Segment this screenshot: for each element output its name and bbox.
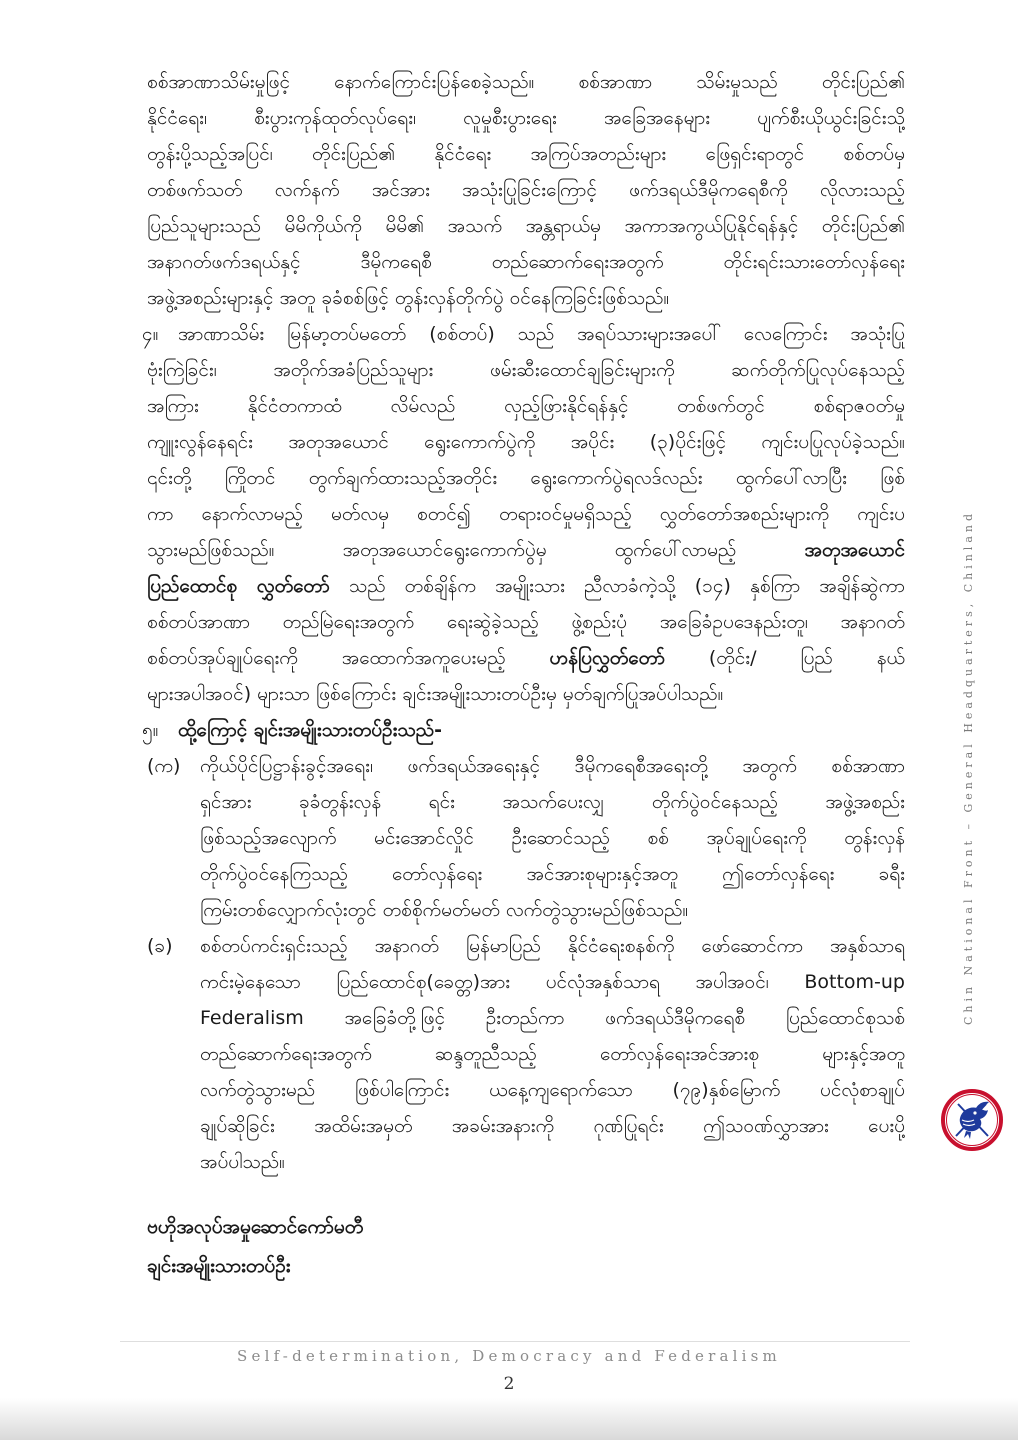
- paragraph-line: စစ်အာဏာသိမ်းမှုဖြင့် နောက်ကြောင်းပြန်စေခဲ့သည်။ စစ်အာဏာ သိမ်းမှုသည် တိုင်းပြည်၏: [147, 71, 905, 93]
- sub-item-line: [147, 820, 905, 856]
- sub-item-line-text: ကြမ်းတစ်လျှောက်လုံးတွင် တစ်စိုက်မတ်မတ် လက်တွဲသွားမည်ဖြစ်သည်။: [200, 899, 689, 921]
- line-segment: သွားမည်ဖြစ်သည်။ အတုအယောင်ရွေးကောက်ပွဲမှ ထွက်ပေါ်လာမည့်: [147, 539, 737, 561]
- signature-block: [147, 1209, 647, 1287]
- footer-motto: Self-determination, Democracy and Federalism: [237, 1347, 781, 1365]
- sub-item-line: [147, 964, 905, 1000]
- sub-item-line: [147, 1108, 905, 1144]
- sub-item-line-text: ကင်းမဲ့နေသော ပြည်ထောင်စု(ခေတ္တ)အား ပင်လုံအနှစ်သာရ အပါအဝင်၊ Bottom-up: [200, 971, 905, 993]
- paragraph-line: ပြည်သူများသည် မိမိကိုယ်ကို မိမိ၏ အသက် အန္တရာယ်မှ အကာအကွယ်ပြုနိုင်ရန်နှင့် တိုင်းပြည်၏: [147, 215, 905, 237]
- sub-item-kha: [147, 928, 905, 1180]
- paragraph-line: အနာဂတ်ဖက်ဒရယ်နှင့် ဒီမိုကရေစီ တည်ဆောက်ရေးအတွက် တိုင်းရင်းသားတော်လှန်ရေး: [147, 251, 905, 273]
- bold-term-fake-union-assembly: ပြည်ထောင်စု လွှတ်တော်: [147, 575, 330, 597]
- sub-item-line: [147, 1000, 905, 1036]
- paragraph-line: ၎င်းတို့ ကြိုတင် တွက်ချက်ထားသည့်အတိုင်း ရွေးကောက်ပွဲရလဒ်လည်း ထွက်ပေါ်လာပြီး ဖြစ်: [147, 467, 905, 489]
- line-segment: (တိုင်း/ ပြည် နယ်: [708, 647, 905, 669]
- bold-term-fake: အတုအယောင်: [804, 539, 905, 561]
- paragraph-line: နိုင်ငံရေး၊ စီးပွားကုန်ထုတ်လုပ်ရေး၊ လူမှုစီးပွားရေး အခြေအနေများ ပျက်စီးယိုယွင်းခြင်းသို့: [147, 107, 905, 129]
- sub-item-line-text: တည်ဆောက်ရေးအတွက် ဆန္ဒတူညီသည့် တော်လှန်ရေးအင်အားစု များနှင့်အတူ: [200, 1043, 905, 1065]
- paragraph-line-text: အာဏာသိမ်း မြန်မာ့တပ်မတော် (စစ်တပ်) သည် အရပ်သားများအပေါ် လေကြောင်း အသုံးပြု: [178, 323, 905, 345]
- paragraph-line: စစ်တပ်အာဏာ တည်မြဲရေးအတွက် ရေးဆွဲခဲ့သည့် ဖွဲ့စည်းပုံ အခြေခံဥပဒေနည်းတူ၊ အနာဂတ်: [147, 611, 905, 633]
- sub-item-ka: [147, 748, 905, 928]
- paragraph-line: [147, 640, 905, 676]
- line-segment: သည် တစ်ချိန်က အမျိုးသား ညီလာခံကဲ့သို့ (၁၄) နှစ်ကြာ အချိန်ဆွဲကာ: [348, 575, 905, 597]
- sub-item-line-text: ရှင်အား ခုခံတွန်းလှန် ရင်း အသက်ပေးလျှ တိုက်ပွဲဝင်နေသည့် အဖွဲ့အစည်း: [200, 791, 905, 813]
- paragraph-heading: ထို့ကြောင့် ချင်းအမျိုးသားတပ်ဦးသည်-: [178, 719, 443, 741]
- paragraph-line: အဖွဲ့အစည်းများနှင့် အတူ ခုခံစစ်ဖြင့် တွန်းလှန်တိုက်ပွဲ ဝင်နေကြခြင်းဖြစ်သည်။: [147, 287, 670, 309]
- sub-item-line: [147, 856, 905, 892]
- paragraph-line: ဗုံးကြဲခြင်း၊ အတိုက်အခံပြည်သူများ ဖမ်းဆီးထောင်ချခြင်းများကို ဆက်တိုက်ပြုလုပ်နေသည့်: [147, 359, 905, 381]
- paragraph-line: တစ်ဖက်သတ် လက်နက် အင်အား အသုံးပြုခြင်းကြောင့် ဖက်ဒရယ်ဒီမိုကရေစီကို လိုလားသည့်: [147, 179, 905, 201]
- paragraph-3-continuation: [147, 64, 905, 316]
- sub-item-label: (ခ): [147, 935, 173, 957]
- sub-item-line-text: ချုပ်ဆိုခြင်း အထိမ်းအမှတ် အခမ်းအနားကို ဂုဏ်ပြုရင်း ဤသဝဏ်လွှာအား ပေးပို့: [200, 1115, 905, 1137]
- side-letterhead-text: Chin National Front – General Headquarters, Chinland: [962, 509, 975, 1025]
- sub-item-line-text: အပ်ပါသည်။: [200, 1151, 285, 1173]
- sub-item-line: [147, 1072, 905, 1108]
- sub-item-line-text: စစ်တပ်ကင်းရှင်းသည့် အနာဂတ် မြန်မာပြည် နိုင်ငံရေးစနစ်ကို ဖော်ဆောင်ကာ အနှစ်သာရ: [200, 935, 905, 957]
- footer-divider: [120, 1341, 910, 1342]
- paragraph-number: ၅။: [142, 719, 159, 741]
- page-bottom-shadow: [0, 1398, 1018, 1440]
- bold-term-sham-parliament: ဟန်ပြလွှတ်တော်: [549, 647, 665, 669]
- cnf-emblem-icon: [940, 1088, 1004, 1152]
- paragraph-5: [142, 712, 905, 1180]
- sub-item-first-line: [147, 748, 905, 784]
- sub-item-line: [147, 1036, 905, 1072]
- sub-item-line: [147, 784, 905, 820]
- sub-item-line-text: ဖြစ်သည့်အလျောက် မင်းအောင်လှိုင် ဦးဆောင်သည့် စစ် အုပ်ချုပ်ရေးကို တွန်းလှန်: [200, 827, 905, 849]
- paragraph-first-line: [142, 316, 905, 352]
- paragraph-line: [147, 568, 905, 604]
- sub-item-line-text: ကိုယ်ပိုင်ပြဋ္ဌာန်းခွင့်အရေး၊ ဖက်ဒရယ်အရေးနှင့် ဒီမိုကရေစီအရေးတို့ အတွက် စစ်အာဏာ: [200, 755, 905, 777]
- paragraph-heading-line: [142, 712, 905, 748]
- paragraph-4: [142, 316, 905, 712]
- paragraph-line: တွန်းပို့သည့်အပြင်၊ တိုင်းပြည်၏ နိုင်ငံရေး အကြပ်အတည်းများ ဖြေရှင်းရာတွင် စစ်တပ်မှ: [147, 143, 905, 165]
- paragraph-line: ကာ နောက်လာမည့် မတ်လမှ စတင်၍ တရားဝင်မှုမရှိသည့် လွှတ်တော်အစည်းများကို ကျင်းပ: [147, 503, 905, 525]
- page-number: 2: [503, 1374, 515, 1394]
- sub-item-line-text: လက်တွဲသွားမည် ဖြစ်ပါကြောင်း ယနေ့ကျရောက်သော (၇၉)နှစ်မြောက် ပင်လုံစာချုပ်: [200, 1079, 905, 1101]
- sub-item-label: (က): [147, 755, 181, 777]
- sub-item-line: [147, 892, 905, 928]
- paragraph-number: ၄။: [142, 323, 159, 345]
- sub-item-line-text: Federalism အခြေခံတို့ဖြင့် ဦးတည်ကာ ဖက်ဒရယ်ဒီမိုကရေစီ ပြည်ထောင်စုသစ်: [200, 1007, 905, 1029]
- signature-organization: ချင်းအမျိုးသားတပ်ဦး: [147, 1255, 291, 1277]
- paragraph-line: များအပါအဝင်) များသာ ဖြစ်ကြောင်း ချင်းအမျိုးသားတပ်ဦးမှ မှတ်ချက်ပြုအပ်ပါသည်။: [147, 683, 724, 705]
- paragraph-line: ကျူးလွန်နေရင်း အတုအယောင် ရွေးကောက်ပွဲကို အပိုင်း (၃)ပိုင်းဖြင့် ကျင်းပပြုလုပ်ခဲ့သည်။: [147, 431, 905, 453]
- line-segment: စစ်တပ်အုပ်ချုပ်ရေးကို အထောက်အကူပေးမည့်: [147, 647, 506, 669]
- paragraph-line: [147, 532, 905, 568]
- sub-item-line: [147, 1144, 905, 1180]
- sub-item-first-line: [147, 928, 905, 964]
- paragraph-line: အကြား နိုင်ငံတကာထံ လိမ်လည် လှည့်ဖြားနိုင်ရန်နှင့် တစ်ဖက်တွင် စစ်ရာဇဝတ်မှု: [147, 395, 905, 417]
- signature-committee: ဗဟိုအလုပ်အမှုဆောင်ကော်မတီ: [147, 1216, 364, 1238]
- sub-item-line-text: တိုက်ပွဲဝင်နေကြသည့် တော်လှန်ရေး အင်အားစုများနှင့်အတူ ဤတော်လှန်ရေး ခရီး: [200, 863, 905, 885]
- document-body: [142, 64, 905, 1180]
